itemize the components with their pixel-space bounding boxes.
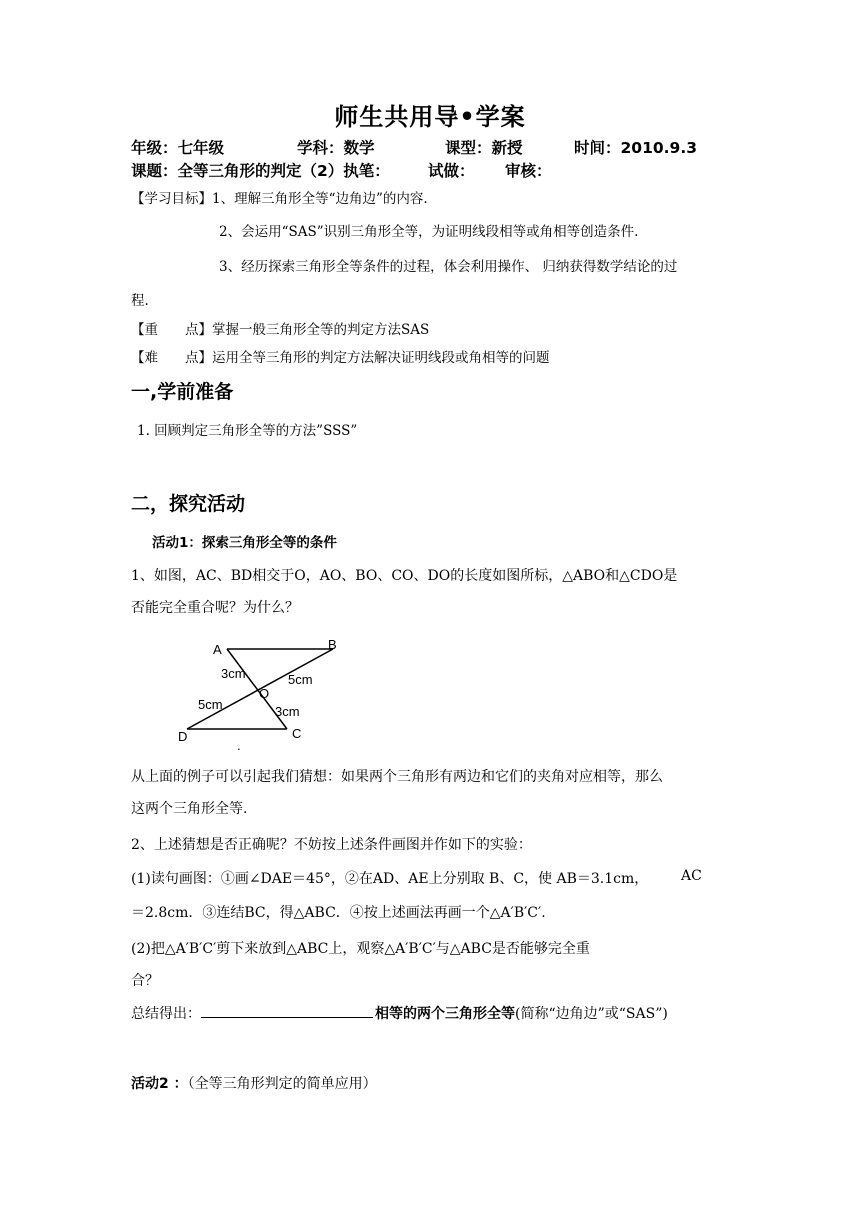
goal-item-1: 1、理解三角形全等“边角边”的内容. bbox=[212, 191, 428, 207]
goal-item-2: 2、会运用“SAS”识别三角形全等，为证明线段相等或角相等创造条件. bbox=[219, 224, 639, 240]
goal-item-3-line-1: 3、经历探索三角形全等条件的过程，体会利用操作、 归纳获得数学结论的过 bbox=[219, 259, 678, 275]
question-1-line-1: 1、如图，AC、BD相交于O，AO、BO、CO、DO的长度如图所标，△ABO和△CDO是 bbox=[131, 568, 678, 584]
step-2-line-2: 合？ bbox=[131, 973, 159, 989]
key-point-text: 掌握一般三角形全等的判定方法SAS bbox=[212, 322, 430, 338]
length-bo: 5cm bbox=[288, 672, 313, 687]
step-2-line-1: (2)把△A′B′C′剪下来放到△ABC上，观察△A′B′C′与△ABC是否能够完全重 bbox=[131, 941, 590, 957]
length-ao: 3cm bbox=[221, 666, 246, 681]
step-1-line-1: (1)读句画图：①画∠DAE＝45°，②在AD、AE上分别取 B、C，使 AB＝3.1cm， bbox=[131, 871, 649, 887]
section-2-heading: 二，探究活动 bbox=[131, 493, 246, 515]
summary-bold: 相等的两个三角形全等 bbox=[375, 1006, 515, 1022]
meta-review: 审核： bbox=[505, 162, 552, 180]
activity-2-title: 活动2 ： bbox=[131, 1076, 188, 1092]
difficult-point bbox=[131, 346, 550, 366]
goal-item-3-line-2: 程. bbox=[131, 293, 149, 309]
difficult-point-text: 运用全等三角形的判定方法解决证明线段或角相等的问题 bbox=[212, 350, 550, 366]
step-1-line-2: ＝2.8cm．③连结BC，得△ABC．④按上述画法再画一个△A′B′C′. bbox=[131, 905, 546, 921]
summary-blank[interactable] bbox=[201, 1003, 373, 1018]
label-a: A bbox=[213, 642, 222, 657]
length-do: 5cm bbox=[198, 697, 223, 712]
step-1-ac: AC bbox=[681, 868, 702, 884]
guess-line-1: 从上面的例子可以引起我们猜想：如果两个三角形有两边和它们的夹角对应相等，那么 bbox=[131, 769, 663, 785]
activity-1-title: 活动1：探索三角形全等的条件 bbox=[152, 535, 337, 551]
meta-grade: 年级：七年级 bbox=[131, 139, 225, 157]
activity-2 bbox=[131, 1073, 377, 1093]
summary-prefix: 总结得出： bbox=[131, 1006, 201, 1022]
figure-dot: . bbox=[237, 738, 241, 753]
label-o: O bbox=[259, 686, 270, 701]
label-c: C bbox=[292, 726, 302, 741]
key-point bbox=[131, 318, 429, 338]
summary bbox=[131, 1003, 668, 1023]
difficult-point-label: 【难 点】 bbox=[131, 350, 212, 366]
meta-subject: 学科：数学 bbox=[297, 139, 375, 157]
meta-topic: 课题：全等三角形的判定（2）执笔： bbox=[131, 162, 390, 180]
label-b: B bbox=[328, 637, 337, 652]
question-1-line-2: 否能完全重合呢？为什么？ bbox=[131, 600, 299, 616]
goals-line-1 bbox=[131, 187, 428, 207]
summary-suffix: (简称“边角边”或“SAS”) bbox=[515, 1006, 668, 1022]
guess-line-2: 这两个三角形全等. bbox=[131, 801, 248, 817]
key-point-label: 【重 点】 bbox=[131, 322, 212, 338]
meta-trial: 试做： bbox=[428, 162, 475, 180]
label-d: D bbox=[178, 729, 188, 744]
goals-label: 【学习目标】 bbox=[131, 191, 212, 207]
page-title: 师生共用导•学案 bbox=[334, 102, 526, 131]
meta-time: 时间：2010.9.3 bbox=[574, 139, 697, 157]
activity-2-text: （全等三角形判定的简单应用） bbox=[187, 1076, 377, 1092]
triangle-figure bbox=[170, 632, 355, 754]
section-1-item-1: 1. 回顾判定三角形全等的方法”SSS” bbox=[137, 423, 358, 439]
section-1-heading: 一,学前准备 bbox=[131, 381, 234, 403]
question-2: 2、上述猜想是否正确呢？不妨按上述条件画图并作如下的实验： bbox=[131, 837, 532, 853]
length-co: 3cm bbox=[275, 704, 300, 719]
meta-lesson-type: 课型：新授 bbox=[445, 139, 523, 157]
